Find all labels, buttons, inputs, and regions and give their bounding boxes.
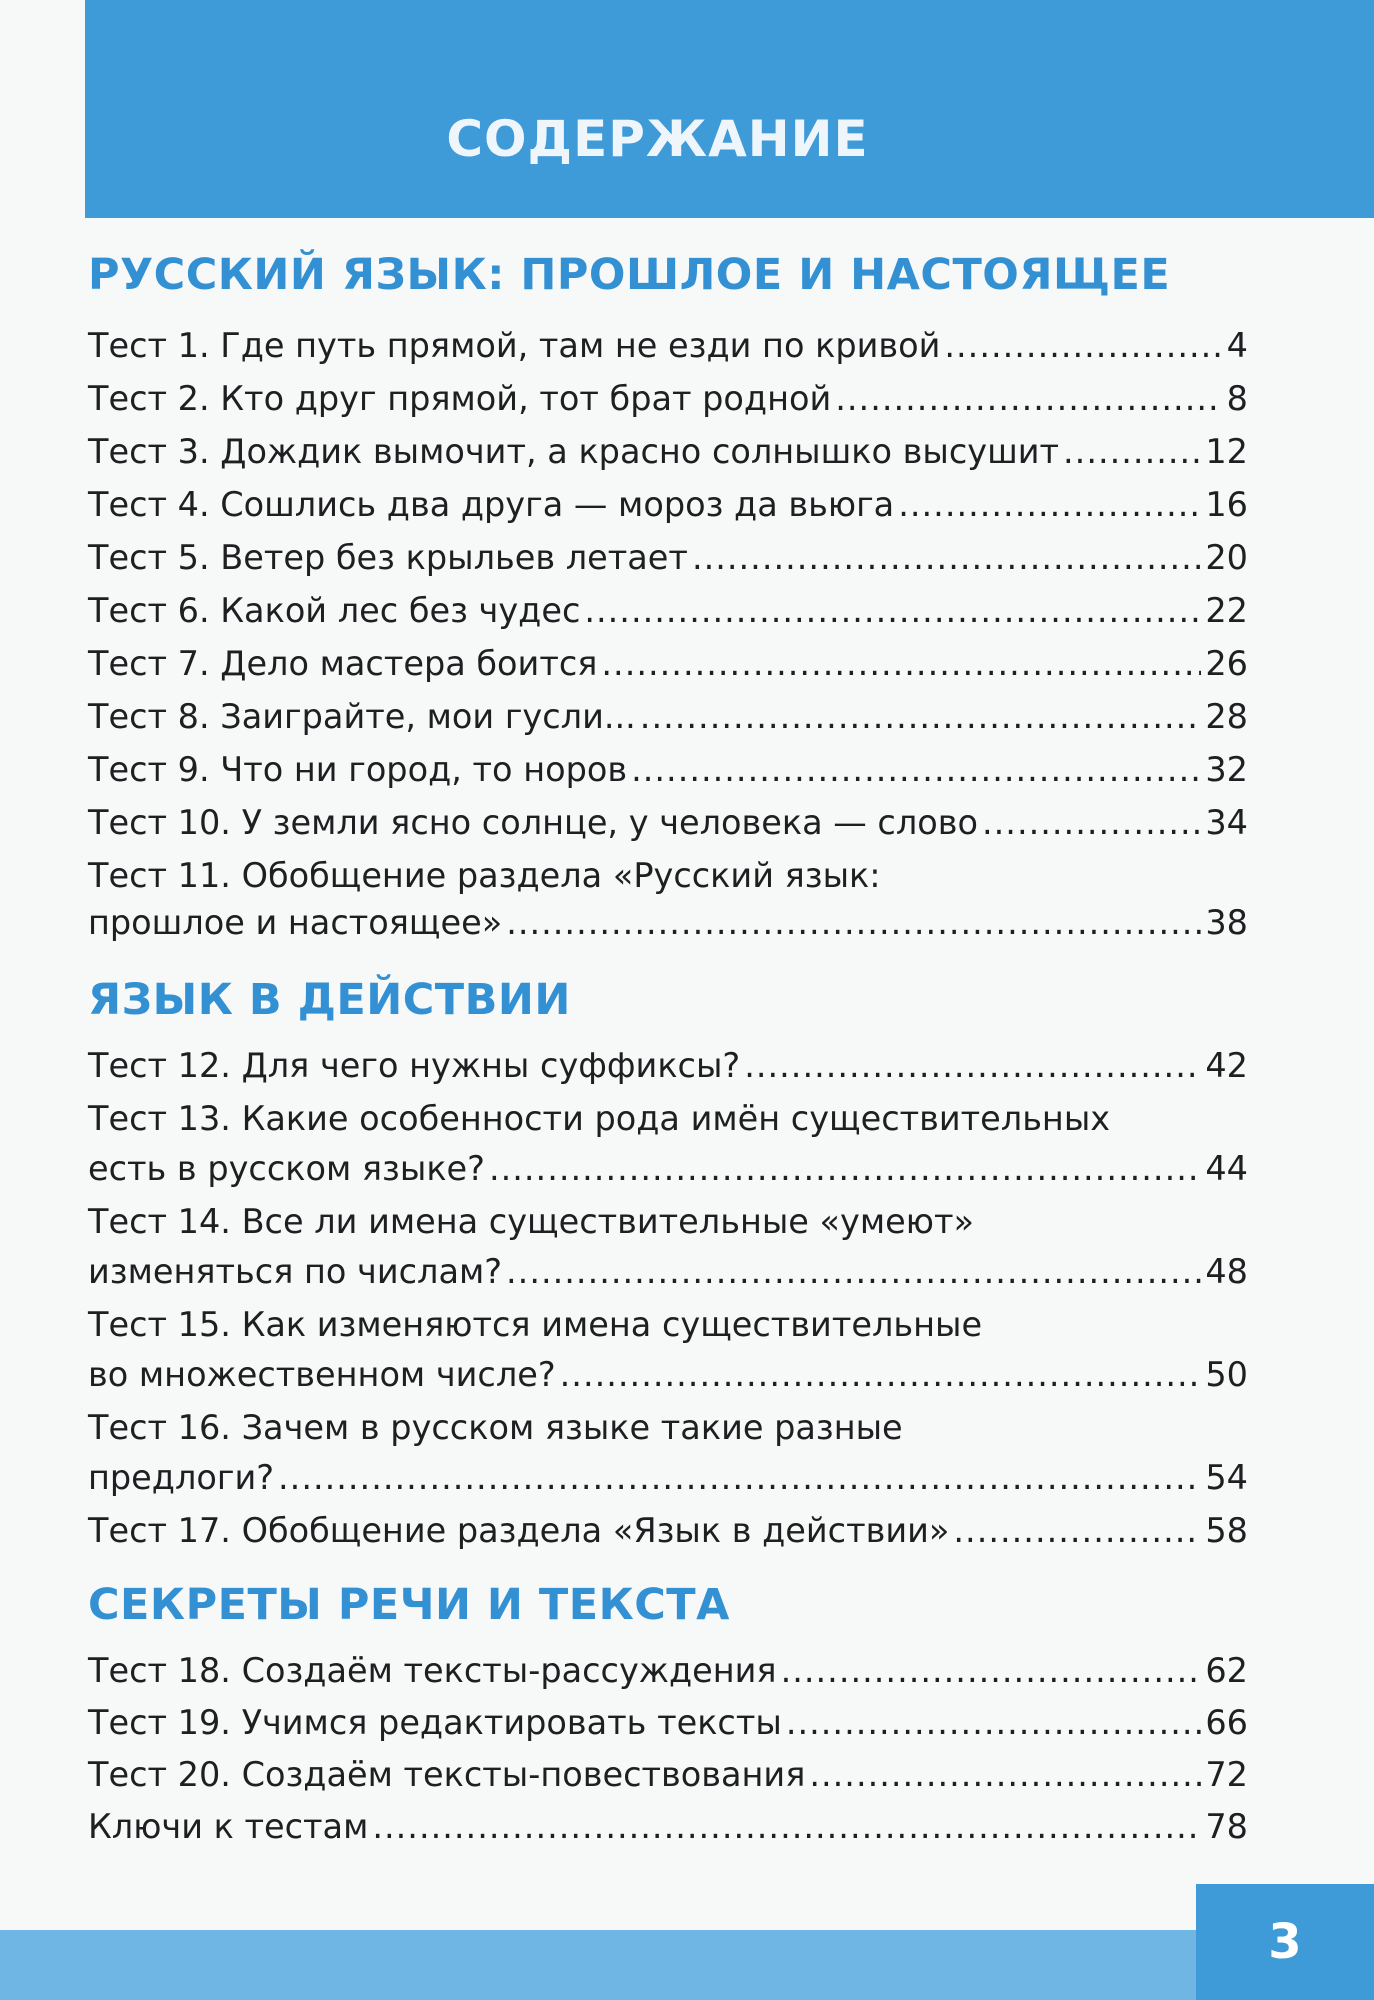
toc-entry[interactable] — [88, 1749, 1248, 1801]
toc-entry[interactable] — [88, 744, 1248, 796]
toc-entry[interactable] — [88, 532, 1248, 584]
toc-entry-text: предлоги? — [88, 1458, 275, 1497]
toc-leader-dots — [982, 797, 1201, 849]
toc-entry-text: Тест 8. Заиграйте, мои гусли... — [88, 697, 636, 736]
toc-leader-dots — [631, 744, 1201, 796]
toc-entry-page: 42 — [1205, 1046, 1248, 1085]
toc-entry[interactable] — [88, 1452, 1248, 1504]
toc-entry-text: Тест 19. Учимся редактировать тексты — [88, 1703, 782, 1742]
toc-entry[interactable] — [88, 479, 1248, 531]
toc-leader-dots — [835, 373, 1222, 425]
toc-leader-dots — [809, 1749, 1201, 1801]
toc-leader-dots — [601, 638, 1201, 690]
toc-entry[interactable] — [88, 1697, 1248, 1749]
toc-entry-page: 50 — [1205, 1355, 1248, 1394]
toc-entry-first-line: Тест 11. Обобщение раздела «Русский язык: — [88, 856, 881, 895]
toc-entry-page: 32 — [1205, 750, 1248, 789]
toc-entry-text: Тест 20. Создаём тексты-повествования — [88, 1755, 806, 1794]
toc-entry-text: Тест 17. Обобщение раздела «Язык в действии» — [88, 1511, 950, 1550]
toc-entry-text: Тест 3. Дождик вымочит, а красно солнышко высушит — [88, 432, 1060, 471]
toc-entry-first-line: Тест 14. Все ли имена существительные «умеют» — [88, 1202, 974, 1241]
toc-entry[interactable] — [88, 797, 1248, 849]
toc-entry[interactable] — [88, 1645, 1248, 1697]
toc-leader-dots — [786, 1697, 1202, 1749]
toc-entry[interactable] — [88, 1143, 1248, 1195]
toc-entry-text: Тест 7. Дело мастера боится — [88, 644, 598, 683]
toc-entry[interactable] — [88, 1505, 1248, 1557]
toc-entry-page: 78 — [1205, 1807, 1248, 1846]
toc-entry-page: 62 — [1205, 1651, 1248, 1690]
toc-entry-text: Ключи к тестам — [88, 1807, 369, 1846]
toc-leader-dots — [584, 585, 1201, 637]
toc-entry[interactable] — [88, 638, 1248, 690]
section-title-speech-and-text: СЕКРЕТЫ РЕЧИ И ТЕКСТА — [88, 1580, 730, 1630]
toc-leader-dots — [898, 479, 1201, 531]
toc-entry-page: 12 — [1205, 432, 1248, 471]
toc-entry[interactable] — [88, 320, 1248, 372]
toc-entry-page: 38 — [1205, 903, 1248, 942]
toc-entry-text: Тест 2. Кто друг прямой, тот брат родной — [88, 379, 832, 418]
toc-entry-text: Тест 12. Для чего нужны суффиксы? — [88, 1046, 741, 1085]
toc-entry-text: есть в русском языке? — [88, 1149, 485, 1188]
toc-entry-page: 16 — [1205, 485, 1248, 524]
toc-entry-text: Тест 4. Сошлись два друга — мороз да вьюга — [88, 485, 895, 524]
toc-leader-dots — [506, 1246, 1201, 1298]
toc-leader-dots — [1063, 426, 1201, 478]
toc-entry-page: 66 — [1205, 1703, 1248, 1742]
toc-entry-first-line: Тест 13. Какие особенности рода имён существительных — [88, 1099, 1111, 1138]
toc-entry[interactable] — [88, 585, 1248, 637]
toc-leader-dots — [506, 897, 1201, 949]
toc-entry[interactable] — [88, 1801, 1248, 1853]
toc-leader-dots — [692, 532, 1201, 584]
toc-entry-page: 72 — [1205, 1755, 1248, 1794]
toc-entry-text: прошлое и настоящее» — [88, 903, 503, 942]
toc-leader-dots — [944, 320, 1222, 372]
toc-entry-text: Тест 9. Что ни город, то норов — [88, 750, 628, 789]
toc-entry[interactable] — [88, 691, 1248, 743]
page-title: СОДЕРЖАНИЕ — [446, 110, 869, 168]
toc-entry[interactable] — [88, 1040, 1248, 1092]
toc-leader-dots — [489, 1143, 1201, 1195]
toc-entry-text: во множественном числе? — [88, 1355, 556, 1394]
section-title-language-in-action: ЯЗЫК В ДЕЙСТВИИ — [88, 975, 571, 1025]
toc-leader-dots — [744, 1040, 1201, 1092]
toc-entry-page: 8 — [1226, 379, 1248, 418]
header-band — [85, 0, 1374, 218]
section-title-russian-language: РУССКИЙ ЯЗЫК: ПРОШЛОЕ И НАСТОЯЩЕЕ — [88, 250, 1171, 300]
toc-entry[interactable] — [88, 373, 1248, 425]
toc-leader-dots — [953, 1505, 1201, 1557]
toc-entry-first-line: Тест 16. Зачем в русском языке такие разные — [88, 1408, 903, 1447]
toc-entry-page: 26 — [1205, 644, 1248, 683]
toc-entry-page: 54 — [1205, 1458, 1248, 1497]
footer-band — [0, 1930, 1374, 2000]
toc-entry-page: 34 — [1205, 803, 1248, 842]
toc-entry[interactable] — [88, 897, 1248, 949]
toc-leader-dots — [560, 1349, 1202, 1401]
toc-entry-text: Тест 6. Какой лес без чудес — [88, 591, 581, 630]
toc-leader-dots — [278, 1452, 1201, 1504]
toc-entry-page: 20 — [1205, 538, 1248, 577]
toc-entry-text: Тест 18. Создаём тексты-рассуждения — [88, 1651, 777, 1690]
toc-entry[interactable] — [88, 1246, 1248, 1298]
toc-entry-page: 22 — [1205, 591, 1248, 630]
page-number: 3 — [1196, 1884, 1374, 2000]
toc-entry-text: Тест 10. У земли ясно солнце, у человека — слово — [88, 803, 978, 842]
toc-entry-text: изменяться по числам? — [88, 1252, 503, 1291]
toc-entry-first-line: Тест 15. Как изменяются имена существительные — [88, 1305, 983, 1344]
toc-leader-dots — [781, 1645, 1202, 1697]
toc-entry[interactable] — [88, 426, 1248, 478]
toc-entry[interactable] — [88, 1349, 1248, 1401]
toc-entry-page: 58 — [1205, 1511, 1248, 1550]
toc-entry-page: 4 — [1226, 326, 1248, 365]
toc-leader-dots — [640, 691, 1202, 743]
toc-leader-dots — [372, 1801, 1201, 1853]
toc-entry-page: 48 — [1205, 1252, 1248, 1291]
toc-entry-page: 44 — [1205, 1149, 1248, 1188]
toc-entry-text: Тест 5. Ветер без крыльев летает — [88, 538, 688, 577]
toc-entry-page: 28 — [1205, 697, 1248, 736]
toc-entry-text: Тест 1. Где путь прямой, там не езди по кривой — [88, 326, 941, 365]
